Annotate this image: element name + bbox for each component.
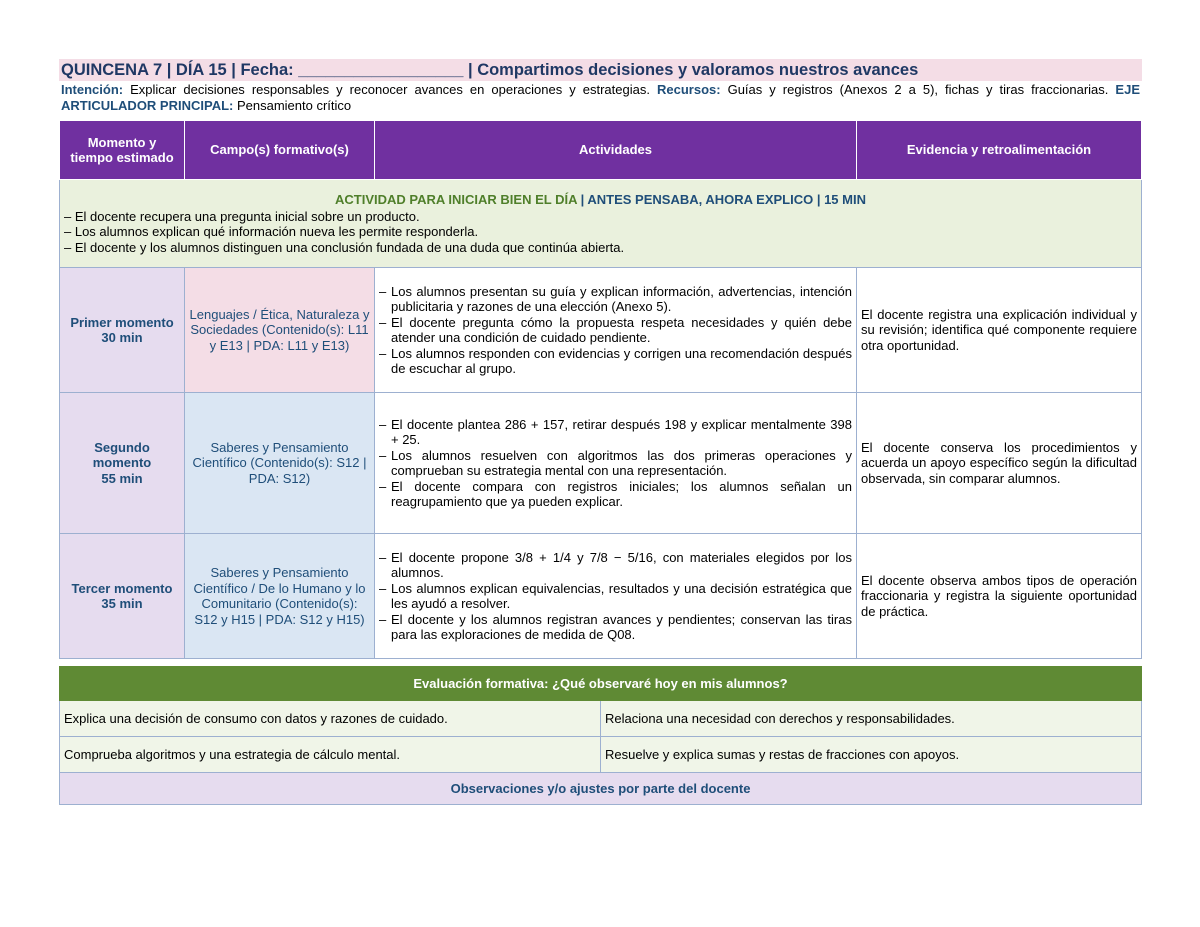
intro-paragraph	[59, 81, 1142, 113]
bullet-dash: –	[379, 611, 387, 627]
bullet-dash: –	[379, 549, 387, 565]
list-item	[379, 346, 852, 377]
start-activity-title	[64, 192, 1137, 208]
bullet-dash: –	[379, 314, 387, 330]
evaluation-cell: Relaciona una necesidad con derechos y responsabilidades.	[601, 701, 1142, 737]
activity-text: Los alumnos resuelven con algoritmos las dos primeras operaciones y comprueban su estrategia mental con una representación.	[391, 447, 852, 478]
campo-label: Saberes y Pensamiento Científico (Contenido(s): S12 | PDA: S12)	[192, 439, 367, 486]
list-item: – El docente recupera una pregunta inicial sobre un producto.	[64, 208, 420, 224]
campo-cell	[185, 393, 375, 534]
bullet-dash: –	[379, 447, 387, 463]
activity-text: El docente propone 3/8 + 1/4 y 7/8 − 5/16, con materiales elegidos por los alumnos.	[391, 549, 852, 580]
start-activity-row	[60, 180, 1142, 268]
bullet-dash: –	[379, 416, 387, 432]
activity-text: Los alumnos responden con evidencias y corrigen una recomendación después de escuchar al grupo.	[391, 345, 852, 376]
start-title-sep: |	[576, 192, 588, 207]
activities-cell	[375, 268, 857, 393]
list-item	[379, 550, 852, 581]
list-item	[379, 448, 852, 479]
table-row	[60, 737, 1142, 773]
list-item: – Los alumnos explican qué información nueva les permite responderla.	[64, 224, 479, 239]
table-row	[60, 701, 1142, 737]
activities-table	[59, 120, 1142, 659]
start-title-b: ANTES PENSABA, AHORA EXPLICO | 15 MIN	[587, 192, 866, 207]
table-header-row	[60, 121, 1142, 180]
list-item	[379, 417, 852, 448]
moment-cell	[60, 534, 185, 659]
table-row	[60, 393, 1142, 534]
campo-label: Saberes y Pensamiento Científico / De lo Humano y lo Comunitario (Contenido(s): S12 y H15 | PDA: S12 y H15)	[193, 565, 366, 627]
activities-cell	[375, 534, 857, 659]
header-evidencia: Evidencia y retroalimentación	[857, 121, 1142, 180]
campo-label: Lenguajes / Ética, Naturaleza y Sociedades (Contenido(s): L11 y E13 | PDA: L11 y E13)	[189, 306, 370, 353]
bullet-dash: –	[379, 345, 387, 361]
bullet-dash: –	[379, 283, 387, 299]
list-item	[379, 315, 852, 346]
start-activity-cell	[60, 180, 1142, 268]
header-moment: Momento y tiempo estimado	[60, 121, 185, 180]
intencion-text: Explicar decisiones responsables y reconocer avances en operaciones y estrategias.	[123, 82, 657, 97]
table-row	[60, 534, 1142, 659]
moment-cell	[60, 393, 185, 534]
activity-text: El docente compara con registros iniciales; los alumnos señalan un reagrupamiento que ya pueden explicar.	[391, 478, 852, 509]
moment-cell	[60, 268, 185, 393]
header-campo: Campo(s) formativo(s)	[185, 121, 375, 180]
evaluation-table	[59, 666, 1142, 805]
evaluation-header-row	[60, 667, 1142, 701]
evaluation-header: Evaluación formativa: ¿Qué observaré hoy en mis alumnos?	[60, 667, 1142, 701]
moment-label: Tercer momento 35 min	[71, 580, 173, 611]
campo-cell	[185, 268, 375, 393]
evaluation-cell: Explica una decisión de consumo con datos y razones de cuidado.	[60, 701, 601, 737]
observations-row	[60, 773, 1142, 805]
activity-text: El docente plantea 286 + 157, retirar después 198 y explicar mentalmente 398 + 25.	[391, 416, 852, 447]
recursos-text: Guías y registros (Anexos 2 a 5), fichas y tiras fraccionarias.	[720, 82, 1116, 97]
evaluation-cell: Resuelve y explica sumas y restas de fracciones con apoyos.	[601, 737, 1142, 773]
list-item	[379, 284, 852, 315]
table-row	[60, 268, 1142, 393]
evidence-cell: El docente conserva los procedimientos y acuerda un apoyo específico según la dificultad observada, sin comparar alumnos.	[857, 393, 1142, 534]
bullet-dash: –	[379, 580, 387, 596]
start-title-a: ACTIVIDAD PARA INICIAR BIEN EL DÍA	[335, 192, 577, 207]
eje-label: EJE ARTICULADOR PRINCIPAL:	[61, 82, 1140, 113]
planning-sheet	[59, 59, 1142, 805]
header-actividades: Actividades	[375, 121, 857, 180]
list-item	[379, 479, 852, 510]
list-item: – El docente y los alumnos distinguen una conclusión fundada de una duda que continúa abierta.	[64, 239, 625, 255]
activities-cell	[375, 393, 857, 534]
evidence-cell: El docente observa ambos tipos de operación fraccionaria y registra la siguiente oportunidad de práctica.	[857, 534, 1142, 659]
recursos-label: Recursos:	[656, 82, 721, 97]
page-title: QUINCENA 7 | DÍA 15 | Fecha: __________________ | Compartimos decisiones y valoramos nuestros avances	[59, 59, 1142, 81]
moment-label: Segundo momento 55 min	[92, 439, 152, 486]
evaluation-cell: Comprueba algoritmos y una estrategia de cálculo mental.	[60, 737, 601, 773]
eje-text: Pensamiento crítico	[233, 97, 352, 113]
moment-label: Primer momento 30 min	[70, 314, 174, 345]
evidence-cell: El docente registra una explicación individual y su revisión; identifica qué componente requiere otra oportunidad.	[857, 268, 1142, 393]
campo-cell	[185, 534, 375, 659]
bullet-dash: –	[379, 478, 387, 494]
activity-text: Los alumnos explican equivalencias, resultados y una decisión estratégica que les ayudó a resolver.	[391, 580, 852, 611]
activity-text: El docente pregunta cómo la propuesta respeta necesidades y quién debe atender una condición de cuidado pendiente.	[391, 314, 852, 345]
intencion-label: Intención:	[61, 82, 124, 97]
list-item	[379, 612, 852, 643]
observations-header: Observaciones y/o ajustes por parte del docente	[60, 773, 1142, 805]
activity-text: El docente y los alumnos registran avances y pendientes; conservan las tiras para las exploraciones de medida de Q08.	[391, 611, 852, 642]
list-item	[379, 581, 852, 612]
activity-text: Los alumnos presentan su guía y explican información, advertencias, intención publicitaria y razones de una elección (Anexo 5).	[391, 283, 852, 314]
